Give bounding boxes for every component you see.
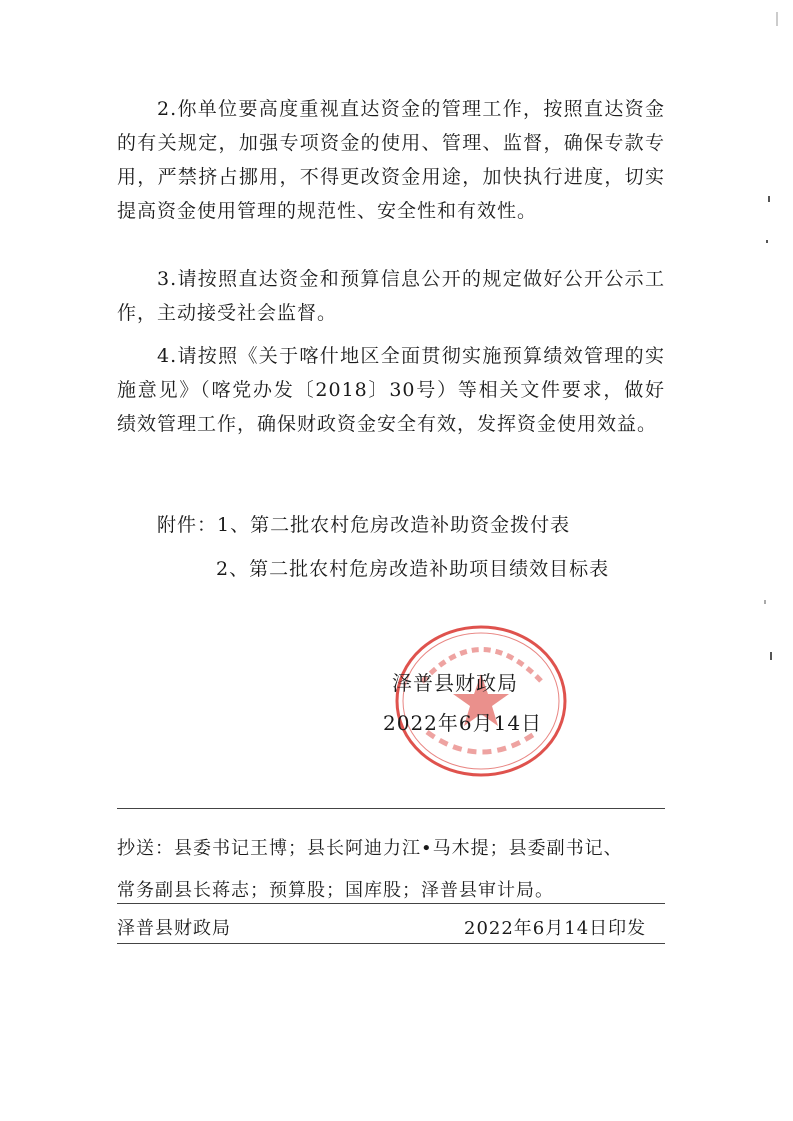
paragraph-3 bbox=[117, 262, 665, 330]
scan-mark bbox=[768, 196, 770, 202]
paragraph-2 bbox=[117, 92, 665, 228]
attachment-item-2: 2、第二批农村危房改造补助项目绩效目标表 bbox=[216, 558, 610, 580]
footer-top-divider bbox=[117, 808, 665, 809]
scan-mark bbox=[766, 240, 768, 243]
attachment-label: 附件： bbox=[157, 514, 218, 536]
cc-line-1: 抄送：县委书记王博；县长阿迪力江•马木提；县委副书记、 bbox=[117, 838, 623, 859]
paragraph-4-text: 4.请按照《关于喀什地区全面贯彻实施预算绩效管理的实施意见》（喀党办发〔2018〕30号）等相关文件要求，做好绩效管理工作，确保财政资金安全有效，发挥资金使用效益。 bbox=[117, 345, 665, 435]
footer-bottom-divider bbox=[117, 943, 665, 944]
signature-date: 2022年6月14日 bbox=[383, 711, 543, 735]
footer-issuer: 泽普县财政局 bbox=[117, 918, 231, 939]
scan-mark bbox=[776, 12, 778, 26]
scan-mark bbox=[764, 600, 766, 604]
footer-issue-date: 2022年6月14日印发 bbox=[464, 918, 647, 939]
official-seal-icon bbox=[392, 622, 570, 780]
paragraph-4 bbox=[117, 339, 665, 441]
signature-org: 泽普县财政局 bbox=[392, 671, 518, 695]
attachment-line-1 bbox=[157, 512, 570, 538]
paragraph-2-text: 2.你单位要高度重视直达资金的管理工作，按照直达资金的有关规定，加强专项资金的使用、管理、监督，确保专款专用，严禁挤占挪用，不得更改资金用途，加快执行进度，切实提高资金使用管理的规范性、安全性和有效性。 bbox=[117, 98, 665, 222]
attachment-item-1: 1、第二批农村危房改造补助资金拨付表 bbox=[217, 514, 571, 536]
footer-middle-divider bbox=[117, 903, 665, 904]
paragraph-3-text: 3.请按照直达资金和预算信息公开的规定做好公开公示工作，主动接受社会监督。 bbox=[117, 268, 665, 324]
cc-line-2: 常务副县长蒋志；预算股；国库股；泽普县审计局。 bbox=[117, 880, 554, 901]
scan-mark bbox=[770, 652, 772, 660]
